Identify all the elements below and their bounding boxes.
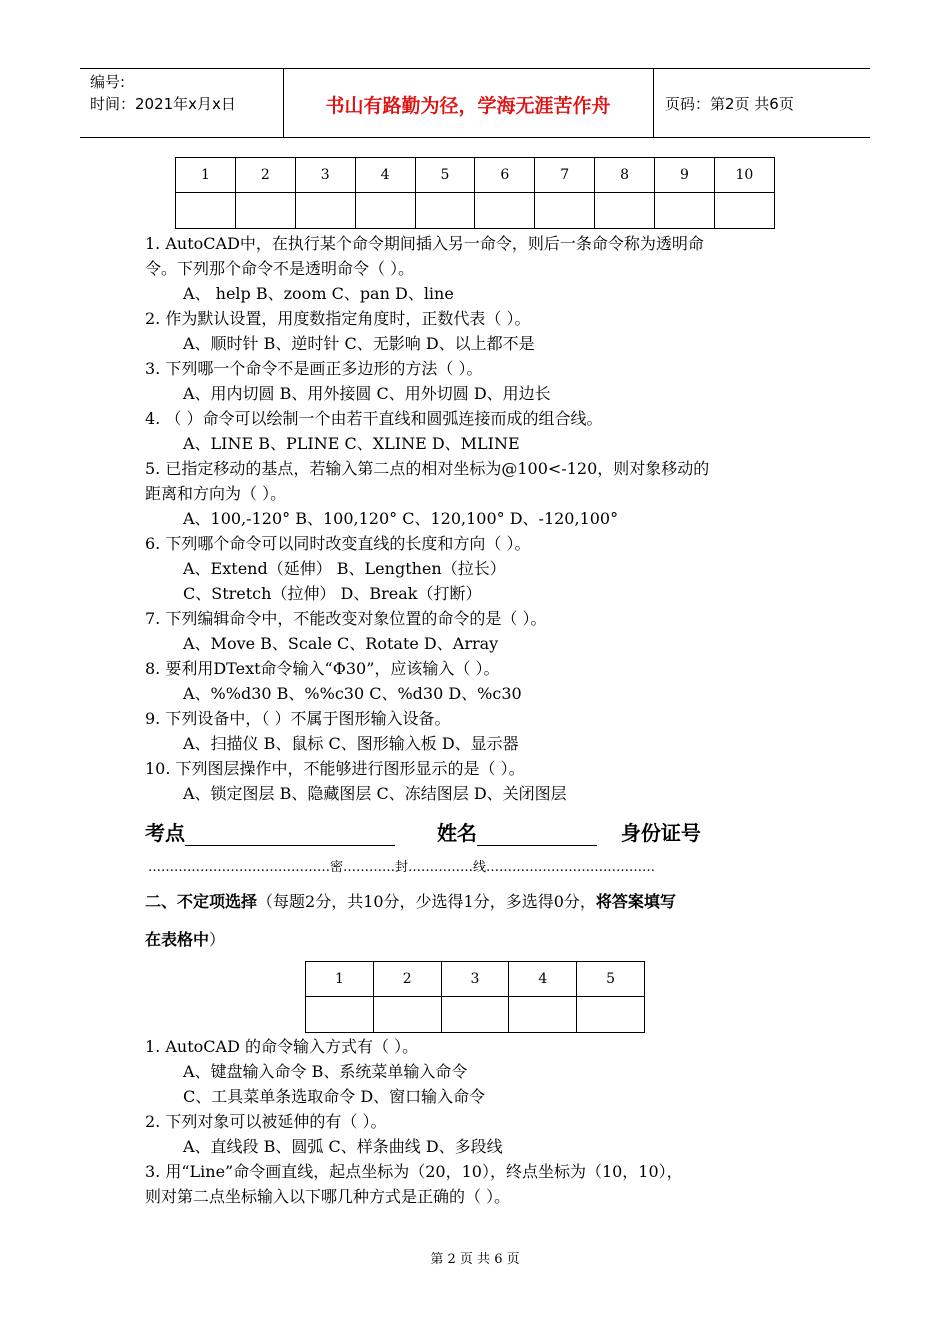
table-header-cell: 1	[176, 158, 236, 193]
s2-question-3-line-1: 3. 用“Line”命令画直线，起点坐标为（20，10），终点坐标为（10，10），	[145, 1162, 683, 1181]
section-2-instruction-cont: 在表格中	[145, 930, 210, 949]
table-header-cell: 10	[714, 158, 774, 193]
question-9: 9. 下列设备中，（ ）不属于图形输入设备。	[145, 709, 451, 728]
answer-cell[interactable]	[176, 193, 236, 229]
section-2-title	[145, 891, 676, 913]
s2-question-2: 2. 下列对象可以被延伸的有（ ）。	[145, 1112, 387, 1131]
section-2-title-line-2	[145, 929, 225, 951]
answer-cell[interactable]	[577, 997, 645, 1033]
answer-cell[interactable]	[295, 193, 355, 229]
table-header-cell: 7	[535, 158, 595, 193]
question-2-options: A、顺时针 B、逆时针 C、无影响 D、以上都不是	[183, 334, 535, 353]
question-1-line-2: 令。下列那个命令不是透明命令（ ）。	[145, 259, 415, 278]
answer-cell[interactable]	[595, 193, 655, 229]
question-8: 8. 要利用DText命令输入“Φ30”，应该输入（ ）。	[145, 659, 500, 678]
time-label: 时间：2021年x月x日	[90, 95, 236, 113]
answer-cell[interactable]	[235, 193, 295, 229]
header-motto: 书山有路勤为径，学海无涯苦作舟	[325, 95, 611, 117]
question-8-options: A、%%d30 B、%%c30 C、%d30 D、%c30	[183, 684, 522, 703]
question-4-options: A、LINE B、PLINE C、XLINE D、MLINE	[183, 434, 520, 453]
number-label: 编号:	[90, 73, 126, 91]
question-4: 4. （ ）命令可以绘制一个由若干直线和圆弧连接而成的组合线。	[145, 409, 603, 428]
candidate-info	[145, 817, 701, 846]
answer-cell[interactable]	[441, 997, 509, 1033]
s2-question-1-options-1: A、键盘输入命令 B、系统菜单输入命令	[183, 1062, 468, 1081]
table-header-cell: 2	[373, 962, 441, 997]
table-header-cell: 6	[475, 158, 535, 193]
section-2-scoring: （每题2分，共10分，少选得1分，多选得0分，	[257, 892, 596, 911]
question-5-line-2: 距离和方向为（ ）。	[145, 484, 287, 503]
table-header-cell: 5	[577, 962, 645, 997]
answer-cell[interactable]	[475, 193, 535, 229]
s2-question-1: 1. AutoCAD 的命令输入方式有（ ）。	[145, 1037, 419, 1056]
question-7: 7. 下列编辑命令中，不能改变对象位置的命令的是（ ）。	[145, 609, 547, 628]
answer-cell[interactable]	[306, 997, 374, 1033]
s2-question-3-line-2: 则对第二点坐标输入以下哪几种方式是正确的（ ）。	[145, 1187, 511, 1206]
header-divider	[653, 69, 654, 137]
question-6: 6. 下列哪个命令可以同时改变直线的长度和方向（ ）。	[145, 534, 531, 553]
answer-table-1	[175, 157, 775, 229]
question-3: 3. 下列哪一个命令不是画正多边形的方法（ ）。	[145, 359, 483, 378]
answer-cell[interactable]	[535, 193, 595, 229]
question-9-options: A、扫描仪 B、鼠标 C、图形输入板 D、显示器	[183, 734, 519, 753]
question-5-options: A、100,-120° B、100,120° C、120,100° D、-120,100°	[183, 509, 619, 528]
s2-question-2-options: A、直线段 B、圆弧 C、样条曲线 D、多段线	[183, 1137, 503, 1156]
seal-line: ……………………………………密…………封……………线…………………………………	[148, 860, 655, 875]
id-label: 身份证号	[620, 821, 701, 845]
table-header-cell: 3	[441, 962, 509, 997]
answer-table-2	[305, 961, 645, 1033]
answer-cell[interactable]	[509, 997, 577, 1033]
page-header	[80, 68, 870, 138]
answer-cell[interactable]	[655, 193, 715, 229]
section-2-instruction: 将答案填写	[595, 892, 676, 911]
question-1-line-1: 1. AutoCAD中，在执行某个命令期间插入另一命令，则后一条命令称为透明命	[145, 234, 704, 253]
question-2: 2. 作为默认设置，用度数指定角度时，正数代表（ ）。	[145, 309, 531, 328]
question-6-options-1: A、Extend（延伸） B、Lengthen（拉长）	[183, 559, 506, 578]
table-header-cell: 4	[355, 158, 415, 193]
exam-site-label: 考点	[145, 821, 185, 845]
page-footer: 第 2 页 共 6 页	[430, 1252, 520, 1267]
answer-cell[interactable]	[415, 193, 475, 229]
section-2-title-end: ）	[209, 930, 226, 949]
question-5-line-1: 5. 已指定移动的基点，若输入第二点的相对坐标为@100<-120，则对象移动的	[145, 459, 710, 478]
answer-cell[interactable]	[355, 193, 415, 229]
header-meta	[90, 71, 280, 115]
table-header-cell: 4	[509, 962, 577, 997]
question-1-options: A、 help B、zoom C、pan D、line	[183, 284, 454, 303]
name-label: 姓名	[436, 821, 477, 845]
question-7-options: A、Move B、Scale C、Rotate D、Array	[183, 634, 499, 653]
table-header-cell: 1	[306, 962, 374, 997]
question-10: 10. 下列图层操作中，不能够进行图形显示的是（ ）。	[145, 759, 525, 778]
name-field[interactable]	[477, 823, 597, 846]
question-3-options: A、用内切圆 B、用外接圆 C、用外切圆 D、用边长	[183, 384, 551, 403]
table-header-cell: 8	[595, 158, 655, 193]
question-10-options: A、锁定图层 B、隐藏图层 C、冻结图层 D、关闭图层	[183, 784, 567, 803]
table-header-cell: 5	[415, 158, 475, 193]
answer-cell[interactable]	[714, 193, 774, 229]
header-divider	[283, 69, 284, 137]
table-header-cell: 2	[235, 158, 295, 193]
answer-cell[interactable]	[373, 997, 441, 1033]
table-header-cell: 3	[295, 158, 355, 193]
page-info: 页码：第2页 共6页	[665, 95, 794, 113]
question-6-options-2: C、Stretch（拉伸） D、Break（打断）	[183, 584, 482, 603]
exam-site-field[interactable]	[185, 823, 395, 846]
section-2-heading: 二、不定项选择	[145, 892, 258, 911]
s2-question-1-options-2: C、工具菜单条选取命令 D、窗口输入命令	[183, 1087, 486, 1106]
table-header-cell: 9	[655, 158, 715, 193]
